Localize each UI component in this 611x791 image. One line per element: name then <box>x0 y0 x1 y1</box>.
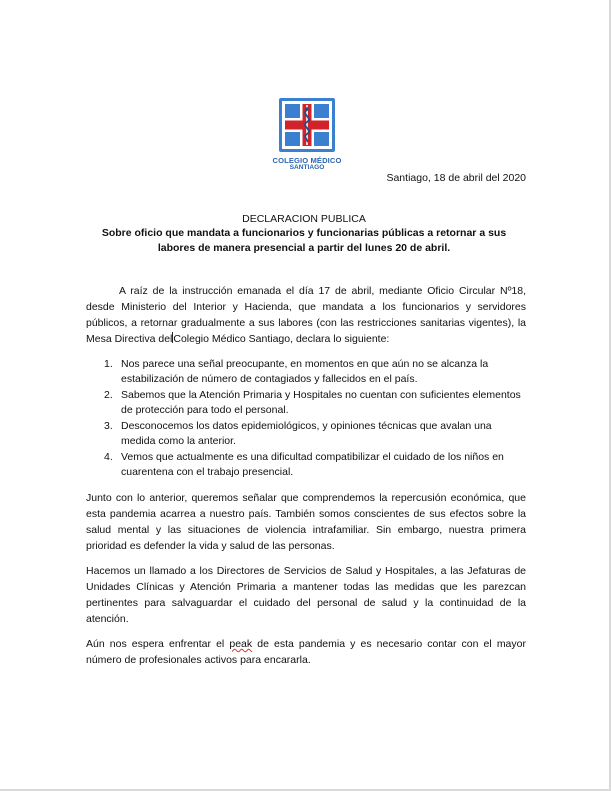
list-number: 2. <box>104 389 113 401</box>
list-item <box>86 450 526 480</box>
declaration-list <box>86 357 526 481</box>
declaration-subtitle: Sobre oficio que mandata a funcionarios y funcionarias públicas a retornar a sus labores de manera presencial a partir del lunes 20 de abril. <box>101 227 507 254</box>
list-item <box>86 388 526 418</box>
intro-text-end: Colegio Médico Santiago, declara lo siguiente: <box>173 333 390 345</box>
declaration-title: DECLARACION PUBLICA <box>242 213 366 225</box>
paragraph-economic-impact: Junto con lo anterior, queremos señalar que comprendemos la repercusión económica, que esta pandemia acarrea a nuestro país. También somos conscientes de sus efectos sobre la salud mental y las situaciones de violencia intrafamiliar. Sin embargo, nuestra primera prioridad es defender la vida y salud de las personas. <box>86 492 526 552</box>
spellcheck-flagged-word[interactable]: peak <box>229 638 253 650</box>
list-item <box>86 357 526 387</box>
intro-paragraph <box>86 283 526 347</box>
intro-text-start: A raíz de la instrucción emanada el día 17 de abril, mediante Oficio Circular Nº18, desde Ministerio del Interior y Hacienda, que mandata a los funcionarios y servidores públicos, a retornar gradualmente a sus labores (con las restricciones sanitarias vigentes), la Mesa Directiva del <box>86 285 526 345</box>
list-item-text: Desconocemos los datos epidemiológicos, y opiniones técnicas que avalan una medida como la anterior. <box>121 420 492 447</box>
list-item-text: Nos parece una señal preocupante, en momentos en que aún no se alcanza la estabilización de número de contagiados y fallecidos en el país. <box>121 358 489 385</box>
list-number: 3. <box>104 420 113 432</box>
logo-text-colegio-medico: COLEGIO MÉDICO <box>272 156 342 165</box>
paragraph-call-to-directors: Hacemos un llamado a los Directores de Servicios de Salud y Hospitales, a las Jefaturas de Unidades Clínicas y Atención Primaria a mantener todas las medidas que les parezcan pertinentes para salvaguardar el cuidado del personal de salud y la continuidad de la atención. <box>86 565 526 625</box>
paragraph-peak <box>86 636 526 668</box>
list-number: 1. <box>104 358 113 370</box>
logo-text-santiago: SANTIAGO <box>289 164 325 171</box>
list-number: 4. <box>104 451 113 463</box>
list-item-text: Vemos que actualmente es una dificultad compatibilizar el cuidado de los niños en cuarentena con el trabajo presencial. <box>121 451 504 478</box>
date-line: Santiago, 18 de abril del 2020 <box>386 172 526 184</box>
list-item-text: Sabemos que la Atención Primaria y Hospitales no cuentan con suficientes elementos de protección para todo el personal. <box>121 389 521 416</box>
peak-text-end: de esta pandemia y es necesario contar con el mayor número de profesionales activos para encararla. <box>86 638 526 666</box>
peak-text-start: Aún nos espera enfrentar el <box>86 638 230 650</box>
list-item <box>86 419 526 449</box>
